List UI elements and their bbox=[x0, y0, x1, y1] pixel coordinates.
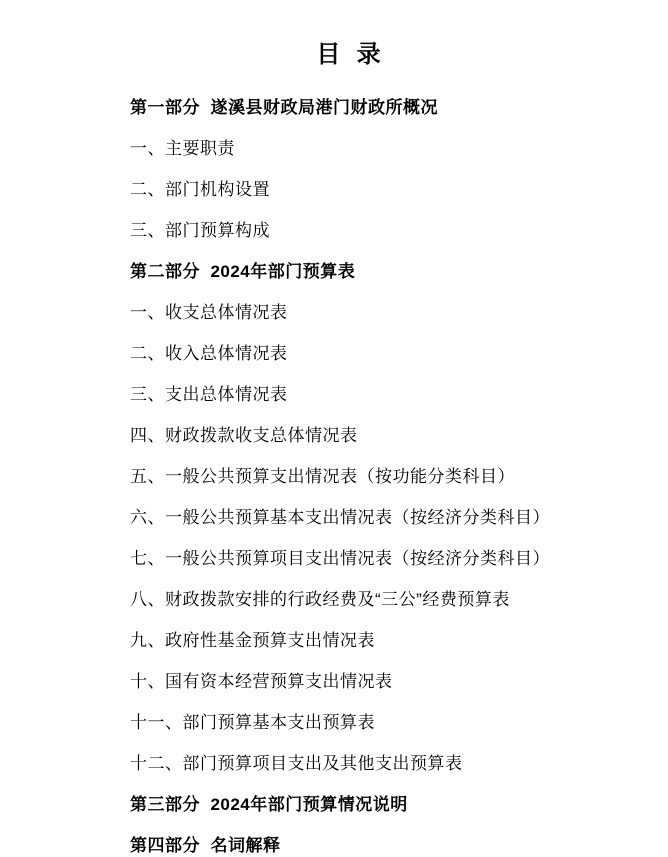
toc-item-table-4: 四、财政拨款收支总体情况表 bbox=[130, 426, 358, 445]
table-of-contents bbox=[130, 99, 598, 854]
toc-item-budget-composition: 三、部门预算构成 bbox=[130, 221, 270, 240]
page-title: 目 录 bbox=[316, 41, 382, 68]
toc-item-table-10: 十、国有资本经营预算支出情况表 bbox=[130, 672, 393, 691]
toc-item-table-8: 八、财政拨款安排的行政经费及“三公”经费预算表 bbox=[130, 590, 510, 609]
toc-item-table-6: 六、一般公共预算基本支出情况表（按经济分类科目） bbox=[130, 508, 550, 527]
toc-item-table-7: 七、一般公共预算项目支出情况表（按经济分类科目） bbox=[130, 549, 550, 568]
toc-item-table-11: 十一、部门预算基本支出预算表 bbox=[130, 713, 375, 732]
toc-item-duties: 一、主要职责 bbox=[130, 139, 235, 158]
toc-item-table-5: 五、一般公共预算支出情况表（按功能分类科目） bbox=[130, 467, 515, 486]
toc-heading-part1: 第一部分 遂溪县财政局港门财政所概况 bbox=[130, 98, 438, 117]
toc-heading-part4: 第四部分 名词解释 bbox=[130, 836, 281, 855]
toc-item-table-2: 二、收入总体情况表 bbox=[130, 344, 288, 363]
toc-heading-part2: 第二部分 2024年部门预算表 bbox=[130, 262, 356, 281]
toc-item-table-9: 九、政府性基金预算支出情况表 bbox=[130, 631, 375, 650]
toc-heading-part3: 第三部分 2024年部门预算情况说明 bbox=[130, 795, 408, 814]
toc-item-table-12: 十二、部门预算项目支出及其他支出预算表 bbox=[130, 754, 463, 773]
toc-item-structure: 二、部门机构设置 bbox=[130, 180, 270, 199]
toc-item-table-1: 一、收支总体情况表 bbox=[130, 303, 288, 322]
toc-item-table-3: 三、支出总体情况表 bbox=[130, 385, 288, 404]
